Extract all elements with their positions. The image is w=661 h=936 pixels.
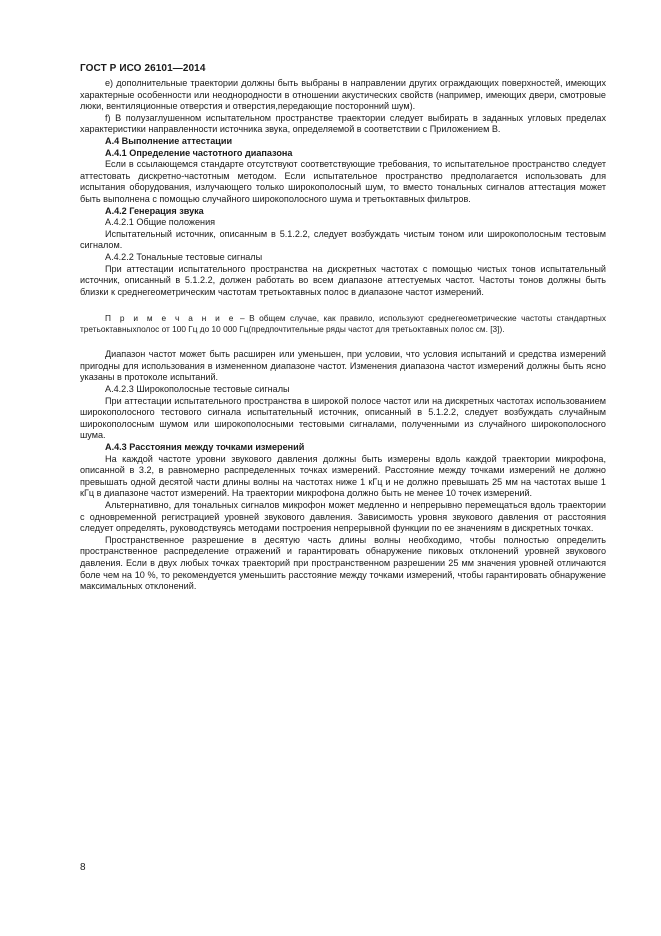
paragraph-tonal-signals: При аттестации испытательного пространства на дискретных частотах с помощью чистых тонов испытательный источник, описанный в 5.1.2.2, должен работать во всем диапазоне аттестуемых частот. Частоты тонов должны быть близки к среднегеометрическим частотам третьоктавных полос в диапазоне частот измерений. <box>80 263 606 297</box>
subsection-heading-a421: А.4.2.1 Общие положения <box>105 217 216 228</box>
paragraph-general: Испытательный источник, описанным в 5.1.2.2, следует возбуждать чистым тоном или широкополосным тестовым сигналом. <box>80 228 606 251</box>
section-heading-a4: А.4 Выполнение аттестации <box>105 135 233 146</box>
document-body <box>80 78 606 593</box>
page-number: 8 <box>80 862 86 873</box>
section-heading-a41: А.4.1 Определение частотного диапазона <box>105 147 293 158</box>
section-heading-a43: А.4.3 Расстояния между точками измерений <box>105 442 305 453</box>
note-text: – В общем случае, как правило, используют среднегеометрические частоты стандартных третьоктавныхполос от 100 Гц до 10 000 Гц(предпочтительные ряды частот для третьоктавных полос см. [3]). <box>80 313 606 335</box>
list-item-f: f) В полузаглушенном испытательном пространстве траектории следует выбирать в заданных угловых пределах характеристики направленности источника звука, определяемой в соответствии с Приложением В. <box>80 112 606 135</box>
paragraph-range-change: Диапазон частот может быть расширен или уменьшен, при условии, что условия испытаний и средства измерений пригодны для использования в измененном диапазоне частот. Изменения диапазона частот измерений должны быть ясно указаны в протоколе испытаний. <box>80 349 606 383</box>
document-header: ГОСТ Р ИСО 26101—2014 <box>80 63 206 74</box>
paragraph-frequency-range: Если в ссылающемся стандарте отсутствуют соответствующие требования, то испытательное пространство следует аттестовать дискретно-частотным методом. Если испытательное пространство предполагается использовать для испытания оборудования, излучающего только широкополосный шум, то вместо тональных сигналов аттестация может быть выполнена с помощью случайного широкополосного шума и третьоктавных фильтров. <box>80 159 606 204</box>
paragraph-spatial-resolution: Пространственное разрешение в десятую часть длины волны необходимо, чтобы полностью определить пространственное распределение отражений и гарантировать обнаружение пиковых отклонений уровней звукового давления. Если в двух любых точках траекторий при пространственном разрешении 25 мм значения уровней отличаются боле чем на 10 %, то рекомендуется уменьшить расстояние между точками измерений, чтобы гарантировать обнаружение максимальных отклонений. <box>80 534 606 592</box>
section-heading-a42: А.4.2 Генерация звука <box>105 205 204 216</box>
subsection-heading-a422: А.4.2.2 Тональные тестовые сигналы <box>105 251 263 262</box>
paragraph-measurement-points: На каждой частоте уровни звукового давления должны быть измерены вдоль каждой траектории микрофона, описанной в 3.2, в равномерно распределенных точках измерений. Расстояние между точками измерений не должно превышать одной десятой части длины волны на частотах ниже 1 кГц и не должно превышать 25 мм на частотах выше 1 кГц в диапазоне частот измерений. На траектории микрофона должно быть не менее 10 точек измерений. <box>80 453 606 499</box>
paragraph-alternative: Альтернативно, для тональных сигналов микрофон может медленно и непрерывно перемещаться вдоль траектории с одновременной регистрацией уровней звукового давления. Зависимость уровня звукового давления от расстояния следует определять, руководствуясь методами построения непрерывной функции по ее значениям в дискретных точках. <box>80 500 606 534</box>
note-label: П р и м е ч а н и е <box>105 313 236 324</box>
note <box>80 313 606 335</box>
subsection-heading-a423: А.4.2.3 Широкополосные тестовые сигналы <box>105 384 290 395</box>
paragraph-broadband-signals: При аттестации испытательного пространства в широкой полосе частот или на дискретных частотах использованием широкополосного тестового сигнала испытательный источник, описанный в 5.1.2.2, следует возбуждать случайным широкополосным шумом или широкополосными тестовыми сигналами, полученными из случайного широкополосного шума. <box>80 395 606 441</box>
list-item-e: е) дополнительные траектории должны быть выбраны в направлении других ограждающих поверхностей, имеющих характерные особенности или неоднородности в отношении акустических свойств (например, имеющих двери, смотровые люки, вентиляционные отверстия и отверстия,передающие посторонний шум). <box>80 78 606 112</box>
